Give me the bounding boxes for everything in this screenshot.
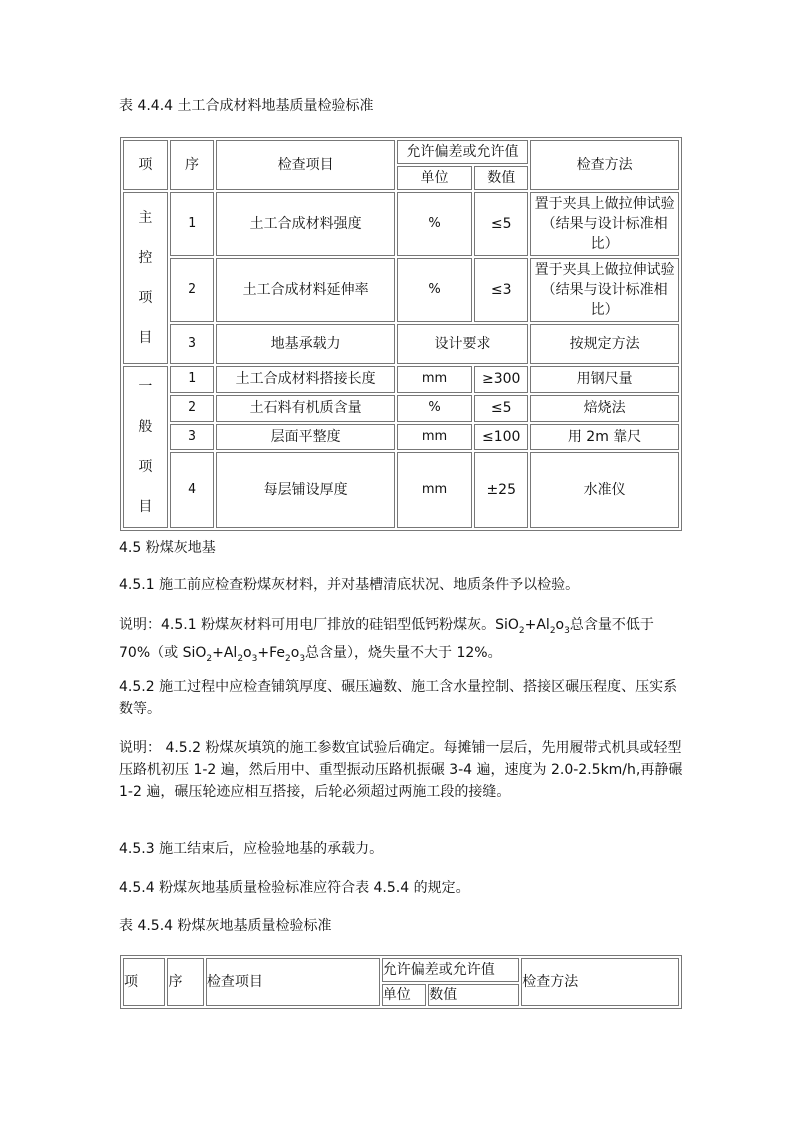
- group-label-char: 主: [138, 210, 153, 226]
- paragraph-453: 4.5.3 施工结束后，应检验地基的承载力。: [119, 841, 384, 857]
- table-cell-seq: 1: [170, 192, 215, 256]
- table-cell-item: 地基承载力: [216, 324, 394, 364]
- table2-header-tolerance: 允许偏差或允许值: [382, 958, 519, 982]
- formula-subscript: 3: [564, 625, 570, 636]
- table1-header-unit: 单位: [397, 166, 473, 190]
- table-cell-unit: mm: [397, 366, 473, 393]
- table-cell-method: 置于夹具上做拉伸试验（结果与设计标准相比）: [530, 192, 679, 256]
- table1-caption: 表 4.4.4 土工合成材料地基质量检验标准: [119, 98, 374, 114]
- formula-subscript: 2: [206, 653, 213, 664]
- table1-header-value: 数值: [474, 166, 528, 190]
- formula-part: +Al: [524, 617, 550, 633]
- group-label-char: 项: [138, 459, 153, 475]
- table2-header-unit: 单位: [382, 984, 426, 1006]
- formula-sio2-al2o3-fe2o3: [182, 644, 306, 664]
- table2-header-item: 检查项目: [206, 958, 380, 1006]
- table-cell-value: ≥300: [474, 366, 528, 393]
- table-cell-method: 用 2m 靠尺: [530, 424, 679, 451]
- formula-subscript: 3: [251, 653, 258, 664]
- note-text: 总含量不低于 70%（或: [119, 617, 654, 661]
- table-cell-item: 层面平整度: [216, 424, 394, 451]
- table-cell-value: ≤3: [474, 258, 528, 322]
- formula-subscript: 3: [299, 653, 306, 664]
- table-cell-seq: 4: [170, 452, 215, 528]
- table-cell-item: 每层铺设厚度: [216, 452, 394, 528]
- table2-header-category: 项: [123, 958, 165, 1006]
- table-cell-value: ≤5: [474, 192, 528, 256]
- table-cell-method: 焙烧法: [530, 395, 679, 422]
- table-cell-seq: 2: [170, 258, 215, 322]
- formula-part: o: [555, 617, 565, 633]
- note-text: 总含量），烧失量不大于 12%。: [305, 644, 502, 661]
- table-cell-value: ±25: [474, 452, 528, 528]
- group-label-char: 一: [138, 379, 153, 395]
- table2-header-seq: 序: [167, 958, 203, 1006]
- formula-part: o: [290, 644, 300, 661]
- table-cell-item: 土石料有机质含量: [216, 395, 394, 422]
- table-cell-seq: 3: [170, 424, 215, 451]
- table-cell-unit: mm: [397, 424, 473, 451]
- table2-header-value: 数值: [428, 984, 519, 1006]
- table-cell-method: 用钢尺量: [530, 366, 679, 393]
- table1-header-seq: 序: [170, 140, 215, 190]
- group-label-char: 目: [138, 330, 153, 346]
- formula-part: +Fe: [257, 644, 285, 661]
- table-cell-method: 置于夹具上做拉伸试验（结果与设计标准相比）: [530, 258, 679, 322]
- paragraph-454: 4.5.4 粉煤灰地基质量检验标准应符合表 4.5.4 的规定。: [119, 880, 470, 896]
- table1-header-item: 检查项目: [216, 140, 394, 190]
- formula-subscript: 2: [518, 625, 525, 636]
- table-cell-seq: 3: [170, 324, 215, 364]
- formula-part: SiO: [495, 617, 519, 633]
- table-cell-seq: 2: [170, 395, 215, 422]
- formula-subscript: 2: [285, 653, 291, 664]
- formula-subscript: 2: [237, 653, 244, 664]
- table-cell-unit: mm: [397, 452, 473, 528]
- formula-subscript: 2: [549, 625, 556, 636]
- table-cell-item: 土工合成材料搭接长度: [216, 366, 394, 393]
- table1-group-main-label: [123, 192, 168, 364]
- table2-caption: 表 4.5.4 粉煤灰地基质量检验标准: [119, 918, 332, 934]
- table1-header-method: 检查方法: [530, 140, 679, 190]
- formula-part: +Al: [212, 644, 238, 661]
- table-cell-unit: %: [397, 395, 473, 422]
- paragraph-451: 4.5.1 施工前应检查粉煤灰材料，并对基槽清底状况、地质条件予以检验。: [119, 577, 580, 593]
- table2-header-method: 检查方法: [521, 958, 679, 1006]
- paragraph-452: 4.5.2 施工过程中应检查铺筑厚度、碾压遍数、施工含水量控制、搭接区碾压程度、压实系数等。: [119, 679, 678, 717]
- table1-group-general-label: [123, 366, 168, 528]
- note-451: [119, 614, 689, 670]
- note-text: 说明：4.5.1 粉煤灰材料可用电厂排放的硅铝型低钙粉煤灰。: [119, 617, 496, 633]
- group-label-char: 控: [138, 250, 153, 266]
- note-452: 说明： 4.5.2 粉煤灰填筑的施工参数宜试验后确定。每摊铺一层后，先用履带式机具或轻型压路机初压 1-2 遍，然后用中、重型振动压路机振碾 3-4 遍，速度为 2.0-2.5km/h,再静碾 1-2 遍，碾压轮迹应相互搭接，后轮必须超过两施工段的接缝。: [119, 740, 683, 800]
- table-cell-value: ≤5: [474, 395, 528, 422]
- table1: [120, 137, 682, 531]
- table-cell-unit: %: [397, 192, 473, 256]
- formula-part: o: [243, 644, 252, 661]
- table-cell-item: 土工合成材料强度: [216, 192, 394, 256]
- group-label-char: 目: [138, 499, 153, 515]
- table1-header-category: 项: [123, 140, 168, 190]
- table1-header-tolerance: 允许偏差或允许值: [397, 140, 528, 164]
- table-cell-merged-requirement: 设计要求: [397, 324, 528, 364]
- table2: [120, 955, 682, 1009]
- table-cell-method: 水准仪: [530, 452, 679, 528]
- table-cell-method: 按规定方法: [530, 324, 679, 364]
- table-cell-seq: 1: [170, 366, 215, 393]
- formula-part: SiO: [182, 644, 207, 661]
- formula-sio2-al2o3: [495, 617, 570, 636]
- section-heading: 4.5 粉煤灰地基: [119, 540, 216, 556]
- group-label-char: 项: [138, 290, 153, 306]
- group-label-char: 般: [138, 419, 153, 435]
- table-cell-unit: %: [397, 258, 473, 322]
- table-cell-value: ≤100: [474, 424, 528, 451]
- table-cell-item: 土工合成材料延伸率: [216, 258, 394, 322]
